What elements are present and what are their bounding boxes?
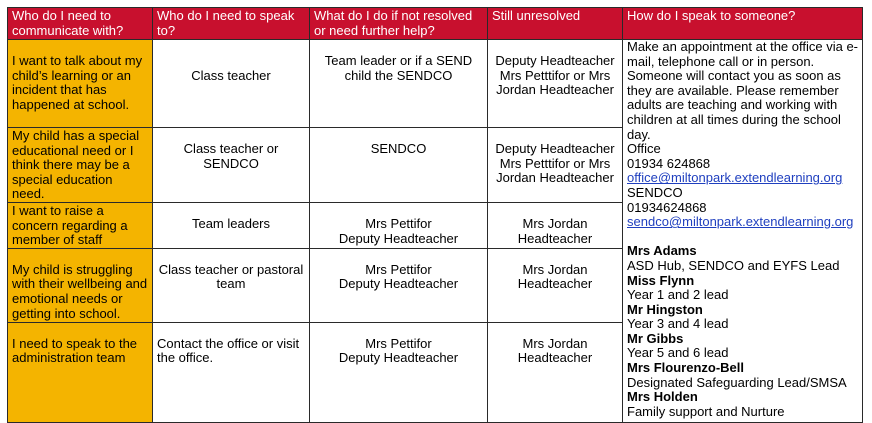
header-not-resolved: What do I do if not resolved or need further help?	[310, 8, 488, 40]
staff-name: Miss Flynn	[627, 272, 695, 288]
sendco-label: SENDCO	[627, 184, 683, 200]
staff-name: Mr Hingston	[627, 301, 703, 317]
row-still-unresolved-line: Mrs Jordan	[522, 215, 588, 231]
row-who: I need to speak to the administration team	[8, 322, 153, 422]
table-row	[8, 40, 863, 128]
staff-role: ASD Hub, SENDCO and EYFS Lead	[627, 257, 840, 273]
row-still-unresolved-line: Mrs Petttifor or Mrs	[499, 67, 611, 83]
office-label: Office	[627, 141, 661, 157]
how-to-speak-cell	[623, 40, 863, 423]
row-still-unresolved-line: Mrs Jordan	[522, 261, 588, 277]
staff-name: Mrs Holden	[627, 389, 698, 405]
staff-role: Year 1 and 2 lead	[627, 287, 729, 303]
row-not-resolved	[310, 322, 488, 422]
header-row	[8, 8, 863, 40]
office-email-link[interactable]: office@miltonpark.extendlearning.org	[627, 170, 843, 186]
row-not-resolved	[310, 40, 488, 128]
how-intro: Make an appointment at the office via e-mail, telephone call or in person. Someone will contact you as soon as they are available. Please remember adults are teaching and working with children at all times during the school day.	[627, 39, 859, 142]
row-not-resolved	[310, 248, 488, 322]
row-still-unresolved-line: Jordan Headteacher	[496, 170, 614, 186]
row-who: I want to talk about my child’s learning or an incident that has happened at school.	[8, 40, 153, 128]
row-not-resolved-line: Mrs Pettifor	[365, 215, 432, 231]
staff-role: Family support and Nurture	[627, 403, 785, 419]
row-speak-to: Team leaders	[153, 202, 310, 248]
row-still-unresolved	[488, 40, 623, 128]
row-not-resolved-line: Deputy Headteacher	[338, 276, 459, 292]
row-who: My child is struggling with their wellbeing and emotional needs or getting into school.	[8, 248, 153, 322]
staff-role: Year 5 and 6 lead	[627, 345, 729, 361]
row-not-resolved-line: SENDCO	[370, 141, 427, 156]
staff-name: Mrs Flourenzo-Bell	[627, 360, 745, 376]
row-still-unresolved-line: Headteacher	[517, 350, 593, 366]
row-still-unresolved-line: Deputy Headteacher	[495, 141, 615, 156]
header-who: Who do I need to communicate with?	[8, 8, 153, 40]
row-not-resolved-line: Team leader or if a SEND	[324, 53, 473, 68]
staff-name: Mrs Adams	[627, 243, 697, 259]
header-how: How do I speak to someone?	[623, 8, 863, 40]
header-still-unresolved: Still unresolved	[488, 8, 623, 40]
row-not-resolved	[310, 202, 488, 248]
row-not-resolved-line: child the SENDCO	[344, 67, 453, 83]
sendco-email-link[interactable]: sendco@miltonpark.extendlearning.org	[627, 214, 854, 230]
row-still-unresolved	[488, 248, 623, 322]
row-not-resolved	[310, 128, 488, 203]
staff-role: Designated Safeguarding Lead/SMSA	[627, 374, 847, 390]
row-who: I want to raise a concern regarding a member of staff	[8, 202, 153, 248]
spacer	[627, 230, 858, 245]
row-speak-to: Class teacher or pastoral team	[153, 248, 310, 322]
row-speak-to: Class teacher	[153, 40, 310, 128]
staff-role: Year 3 and 4 lead	[627, 316, 729, 332]
header-speak-to: Who do I need to speak to?	[153, 8, 310, 40]
row-still-unresolved	[488, 322, 623, 422]
row-not-resolved-line: Mrs Pettifor	[365, 261, 432, 277]
contact-table	[7, 7, 863, 423]
row-not-resolved-line: Mrs Pettifor	[365, 335, 432, 351]
row-still-unresolved-line: Headteacher	[517, 276, 593, 292]
row-not-resolved-line: Deputy Headteacher	[338, 350, 459, 366]
row-still-unresolved	[488, 128, 623, 203]
row-still-unresolved-line: Mrs Petttifor or Mrs	[499, 155, 611, 171]
row-still-unresolved-line: Mrs Jordan	[522, 335, 588, 351]
office-phone: 01934 624868	[627, 155, 711, 171]
row-speak-to: Class teacher or SENDCO	[153, 128, 310, 203]
staff-name: Mr Gibbs	[627, 330, 684, 346]
row-still-unresolved	[488, 202, 623, 248]
sendco-phone: 01934624868	[627, 199, 707, 215]
row-who: My child has a special educational need or I think there may be a special education need.	[8, 128, 153, 203]
row-still-unresolved-line: Jordan Headteacher	[496, 82, 614, 98]
row-not-resolved-line: Deputy Headteacher	[338, 230, 459, 246]
row-still-unresolved-line: Headteacher	[517, 230, 593, 246]
row-still-unresolved-line: Deputy Headteacher	[495, 53, 615, 68]
row-speak-to: Contact the office or visit the office.	[153, 322, 310, 422]
